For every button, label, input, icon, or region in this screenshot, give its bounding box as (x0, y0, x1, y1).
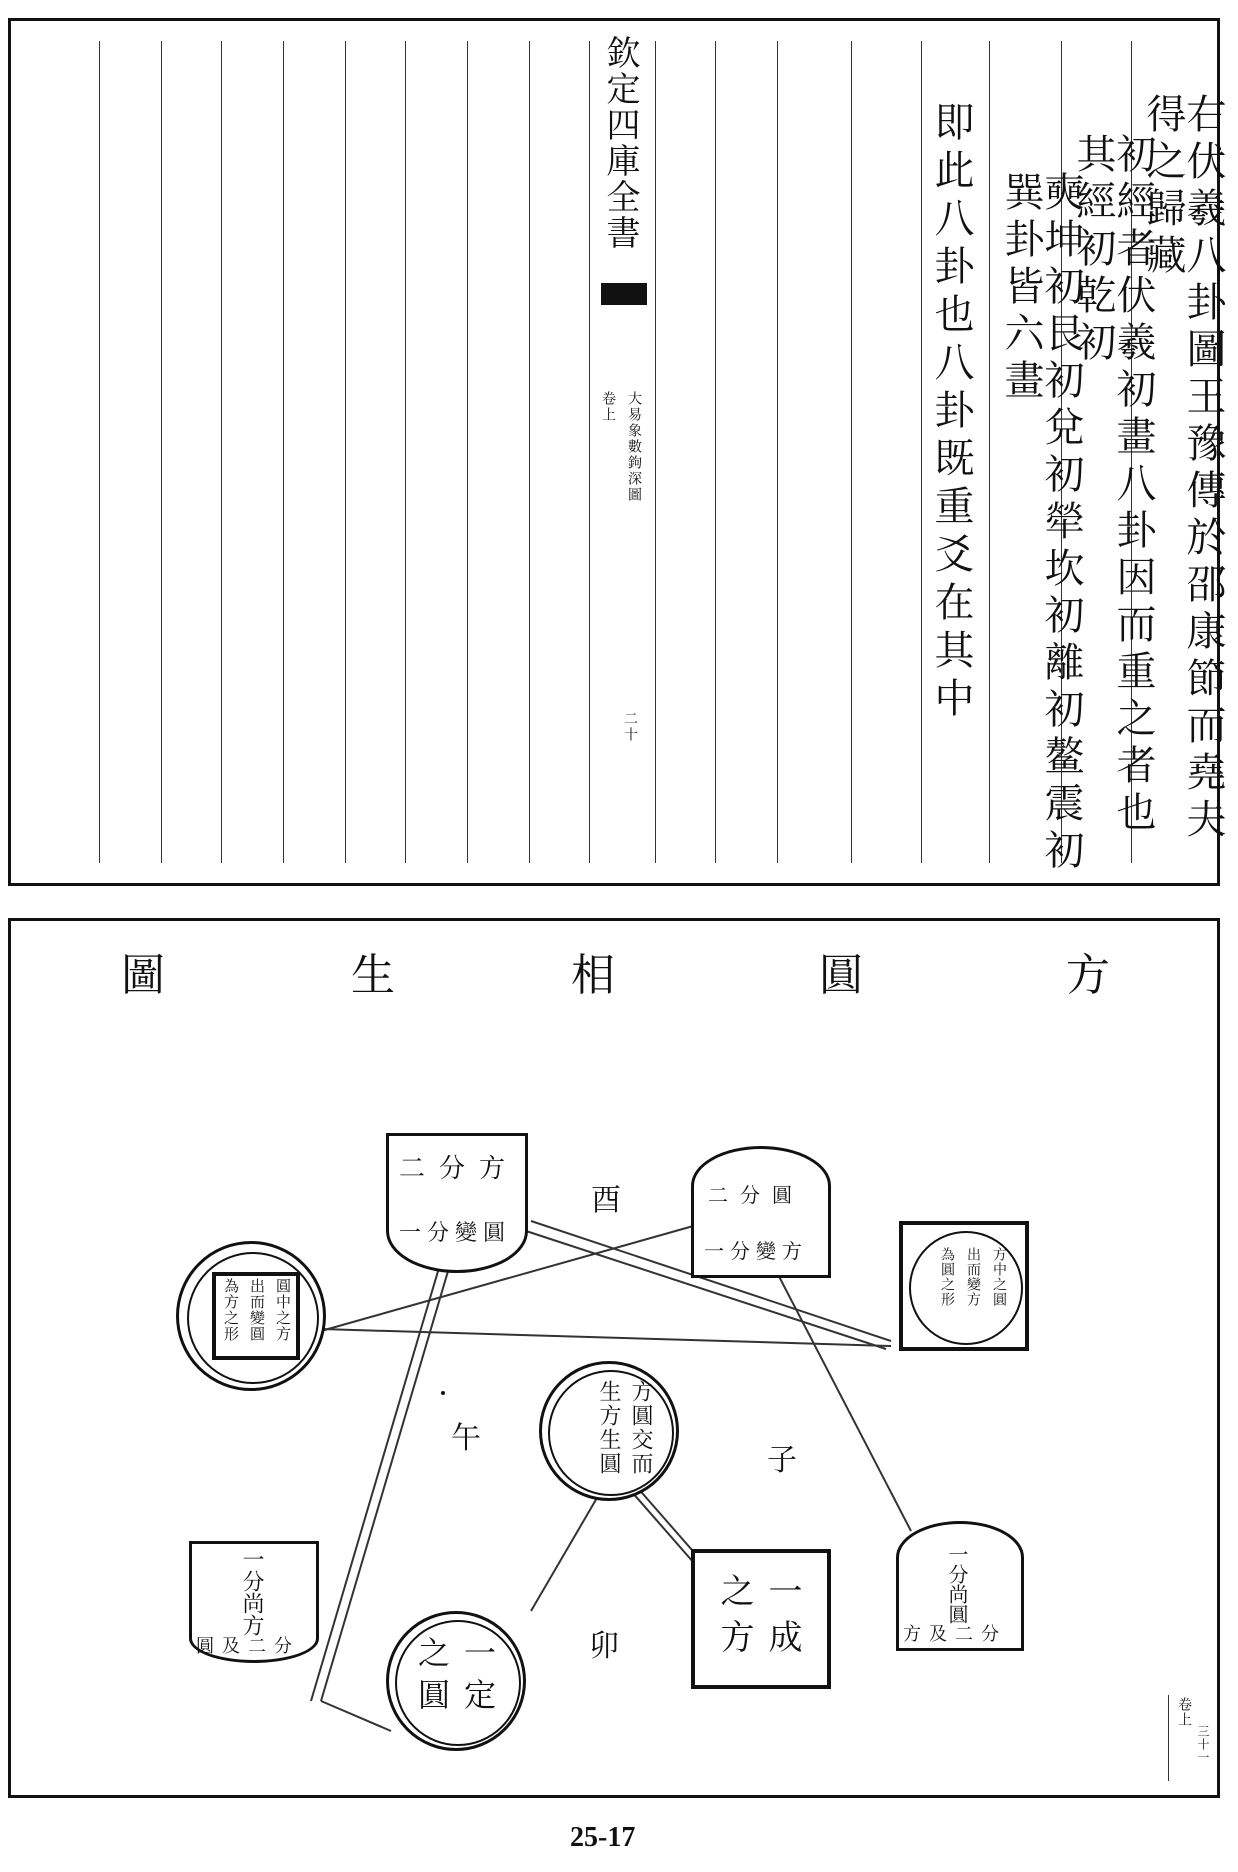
right-outer-square (899, 1221, 1029, 1351)
connector-line (321, 1329, 891, 1346)
center-node-col1: 方圓交而 (628, 1380, 653, 1476)
direction-anchor (441, 1391, 445, 1395)
right-node-col3: 為圓之形 (939, 1247, 955, 1307)
left-outer-circle (176, 1241, 326, 1391)
bottom-center-circle-col2: 之圓 (413, 1636, 451, 1720)
column-rule (777, 41, 778, 863)
column-rule (921, 41, 922, 863)
column-rule (467, 41, 468, 863)
direction-top: 酉 (591, 1183, 621, 1218)
column-rule (655, 41, 656, 863)
top-right-arch-line1: 二分圓 (708, 1183, 804, 1207)
bottom-right-arch (896, 1521, 1024, 1651)
column-rule (405, 41, 406, 863)
heading-char: 圓 (819, 950, 863, 1001)
margin-volume-bottom: 卷上 (1176, 1697, 1192, 1727)
margin-book-title: 大易象數鉤深圖 (626, 391, 642, 503)
column-rule (589, 41, 590, 863)
top-left-box-line1: 二分方 (399, 1154, 520, 1184)
column-rule (989, 41, 990, 863)
top-left-box-line2: 一分變圓 (399, 1221, 512, 1246)
left-inner-square (212, 1272, 300, 1360)
text-column-2: 初經者伏羲初畫八卦因而重之者也其經初乾初 (1070, 133, 1156, 838)
connector-line (771, 1261, 911, 1531)
left-node-col2: 出而變圓 (248, 1278, 266, 1342)
text-column-3: 奭坤初艮初兌初犖坎初離初鳌震初巽卦皆六畫 (998, 171, 1084, 876)
margin-mark (1168, 1695, 1213, 1781)
margin-page-bottom: 三十一 (1196, 1725, 1210, 1764)
bottom-center-circle-col1: 一定 (459, 1636, 497, 1720)
left-node-col3: 為方之形 (222, 1278, 240, 1342)
page-footer-number: 25-17 (570, 1822, 636, 1853)
bottom-left-box-line2: 圓及二分 (196, 1636, 300, 1657)
right-node-col1: 方中之圓 (991, 1247, 1007, 1307)
top-right-arch-line2: 一分變方 (704, 1239, 808, 1263)
connector-line (321, 1701, 391, 1731)
margin-volume: 卷上 (600, 391, 616, 423)
top-page (8, 18, 1226, 886)
margin-page-number: 二十 (622, 711, 638, 743)
heading-char: 相 (571, 950, 615, 1001)
heading-char: 方 (1066, 950, 1110, 1001)
column-rule (851, 41, 852, 863)
margin-title: 欽定四庫全書 (600, 35, 640, 251)
heading-char: 生 (351, 950, 395, 1001)
bottom-page (8, 918, 1220, 1798)
center-node-col2: 生方生圓 (596, 1380, 621, 1476)
margin-fishtail (601, 283, 647, 305)
column-rule (221, 41, 222, 863)
right-node-col2: 出而變方 (965, 1247, 981, 1307)
column-rule (99, 41, 100, 863)
top-left-box (386, 1133, 528, 1273)
bottom-center-square-col1: 一成 (762, 1573, 802, 1665)
column-rule (345, 41, 346, 863)
text-column-1: 右伏羲八卦圖王豫傳於邵康節而堯夫得之歸藏 (1140, 93, 1226, 845)
left-node-col1: 圓中之方 (274, 1278, 292, 1342)
bottom-right-arch-line1: 一分尚圓 (945, 1544, 969, 1624)
column-rule (283, 41, 284, 863)
heading-char: 圖 (121, 950, 165, 1001)
direction-left: 午 (451, 1421, 481, 1456)
bottom-left-box-line1: 一分尚方 (239, 1548, 264, 1636)
direction-bottom: 卯 (589, 1629, 619, 1664)
column-rule (161, 41, 162, 863)
center-circle (539, 1361, 679, 1501)
top-right-arch (691, 1146, 831, 1278)
column-rule (529, 41, 530, 863)
connector-line (531, 1491, 601, 1611)
column-rule (715, 41, 716, 863)
bottom-center-square (691, 1549, 831, 1689)
direction-right: 子 (767, 1443, 797, 1478)
bottom-center-circle (386, 1611, 526, 1751)
text-column-4: 即此八卦也八卦既重爻在其中 (928, 101, 974, 725)
bottom-left-box (189, 1541, 319, 1663)
bottom-right-arch-line2: 方及二分 (903, 1624, 1007, 1645)
bottom-center-square-col2: 之方 (714, 1573, 754, 1665)
